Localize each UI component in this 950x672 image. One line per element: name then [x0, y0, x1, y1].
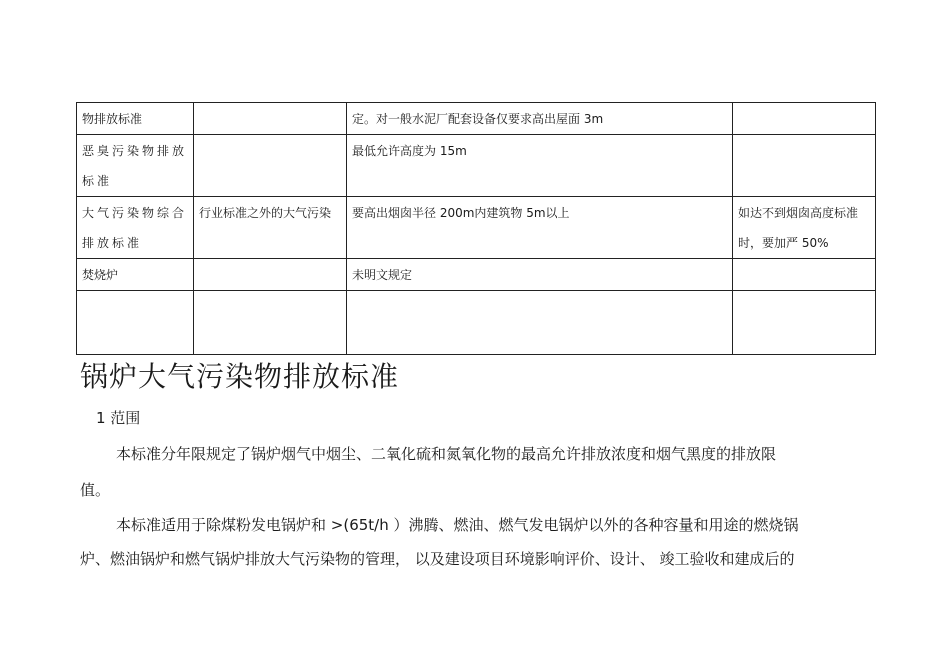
table-cell	[194, 103, 347, 135]
page-heading: 锅炉大气污染物排放标准	[80, 360, 400, 393]
table-cell: 恶臭污染物排放标准	[77, 135, 194, 197]
table-cell	[194, 135, 347, 197]
table-cell: 最低允许高度为 15m	[347, 135, 733, 197]
table-row	[77, 103, 876, 135]
section-title: 1 范围	[96, 409, 141, 427]
table-cell: 如达不到烟囱高度标准时，要加严 50%	[733, 197, 876, 259]
paragraph-line: 本标准适用于除煤粉发电锅炉和 >(65t/h ）沸腾、燃油、燃气发电锅炉以外的各种容量和用途的燃烧锅	[116, 516, 799, 534]
table-cell	[733, 291, 876, 355]
table-cell	[733, 259, 876, 291]
table-cell: 定。对一般水泥厂配套设备仅要求高出屋面 3m	[347, 103, 733, 135]
paragraph-line: 炉、燃油锅炉和燃气锅炉排放大气污染物的管理， 以及建设项目环境影响评价、设计、 竣工验收和建成后的	[80, 550, 795, 568]
table-row	[77, 135, 876, 197]
paragraph-line: 值。	[80, 481, 111, 499]
emission-standards-table	[76, 102, 876, 355]
table-cell	[733, 103, 876, 135]
table-cell	[194, 291, 347, 355]
table-cell	[733, 135, 876, 197]
table-row	[77, 291, 876, 355]
table-cell	[347, 291, 733, 355]
table-row	[77, 259, 876, 291]
paragraph-line: 本标准分年限规定了锅炉烟气中烟尘、二氧化硫和氮氧化物的最高允许排放浓度和烟气黑度的排放限	[116, 445, 777, 463]
table-cell: 焚烧炉	[77, 259, 194, 291]
table-cell: 物排放标准	[77, 103, 194, 135]
table-cell: 未明文规定	[347, 259, 733, 291]
table-row	[77, 197, 876, 259]
table-cell: 要高出烟囱半径 200m内建筑物 5m以上	[347, 197, 733, 259]
table-cell	[77, 291, 194, 355]
table-cell: 大气污染物综合排放标准	[77, 197, 194, 259]
table-cell	[194, 259, 347, 291]
table-cell: 行业标准之外的大气污染	[194, 197, 347, 259]
